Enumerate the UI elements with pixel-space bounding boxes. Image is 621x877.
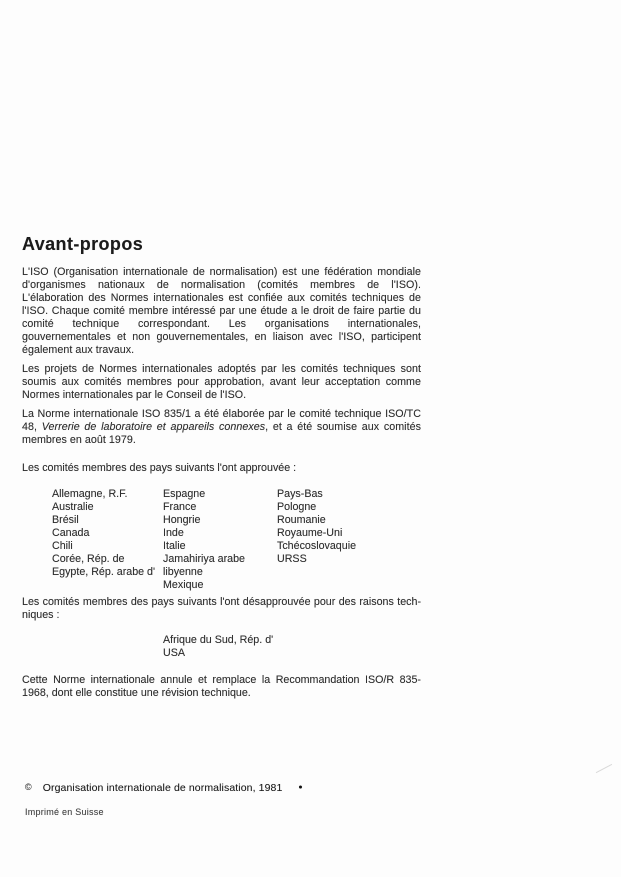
country-item: Jamahiriya arabe libyenne <box>163 553 245 578</box>
country-item: Mexique <box>163 579 204 591</box>
country-item: Allemagne, R.F. <box>52 488 128 500</box>
country-item: Afrique du Sud, Rép. d' <box>163 634 274 646</box>
country-item: Royaume-Uni <box>277 527 343 539</box>
country-item: Pologne <box>277 501 317 513</box>
disapproved-countries-list <box>22 634 421 660</box>
country-item: France <box>163 501 197 513</box>
approved-countries-column-1 <box>52 488 163 592</box>
foreword-paragraph-2: Les projets de Normes internationales adoptés par les comités techniques sont soumis aux comités membres pour approbation, avant leur acceptation comme Normes internationales par le Conseil de l'ISO. <box>22 363 421 401</box>
country-item: Espagne <box>163 488 206 500</box>
country-item: Inde <box>163 527 184 539</box>
country-item: Roumanie <box>277 514 326 526</box>
page-title: Avant-propos <box>22 234 144 254</box>
paragraph-3-tail: , et a été soumise aux comités membres en août 1979. <box>22 421 421 446</box>
country-item: Tchécoslovaquie <box>277 540 357 552</box>
country-item: Australie <box>52 501 94 513</box>
approved-countries-column-2 <box>163 488 277 592</box>
scan-artifact-mark <box>596 764 612 773</box>
country-item: Brésil <box>52 514 79 526</box>
foreword-section <box>22 234 421 700</box>
country-item: Canada <box>52 527 90 539</box>
copyright-icon: © <box>25 782 32 792</box>
country-item: Italie <box>163 540 186 552</box>
country-item: URSS <box>277 553 307 565</box>
printed-in-text: Imprimé en Suisse <box>25 807 104 817</box>
approved-countries-table <box>22 488 421 592</box>
disapproval-intro: Les comités membres des pays suivants l'ont désapprouvée pour des raisons techniques : <box>22 596 421 621</box>
country-item: Corée, Rép. de <box>52 553 125 565</box>
approval-intro: Les comités membres des pays suivants l'ont approuvée : <box>22 462 297 474</box>
page-footer <box>25 782 585 817</box>
committee-title-italic: Verrerie de laboratoire et appareils connexes <box>41 421 266 433</box>
paragraph-3-lead: La Norme internationale ISO 835/1 a été élaborée par le comité technique ISO/TC 48, <box>22 408 421 433</box>
closing-paragraph: Cette Norme internationale annule et remplace la Recommandation ISO/R 835-1968, dont elle constitue une révision technique. <box>22 674 421 699</box>
country-item: Hongrie <box>163 514 201 526</box>
country-item: USA <box>163 647 185 659</box>
country-item: Pays-Bas <box>277 488 323 500</box>
country-item: Chili <box>52 540 73 552</box>
copyright-text: Organisation internationale de normalisation, 1981 <box>42 782 283 794</box>
approved-countries-column-3 <box>277 488 421 592</box>
copyright-line <box>25 782 585 794</box>
country-item: Egypte, Rép. arabe d' <box>52 566 156 578</box>
bullet-icon: ● <box>298 784 303 791</box>
foreword-paragraph-1: L'ISO (Organisation internationale de normalisation) est une fédération mondiale d'organismes nationaux de normalisation (comités membres de l'ISO). L'élaboration des Normes internationales est confiée aux comités techniques de l'ISO. Chaque comité membre intéressé par une étude a le droit de faire partie du comité technique correspondant. Les organisations internationales, gouvernementales et non gouvernementales, en liaison avec l'ISO, participent également aux travaux. <box>22 266 421 356</box>
foreword-paragraph-3 <box>22 408 421 447</box>
